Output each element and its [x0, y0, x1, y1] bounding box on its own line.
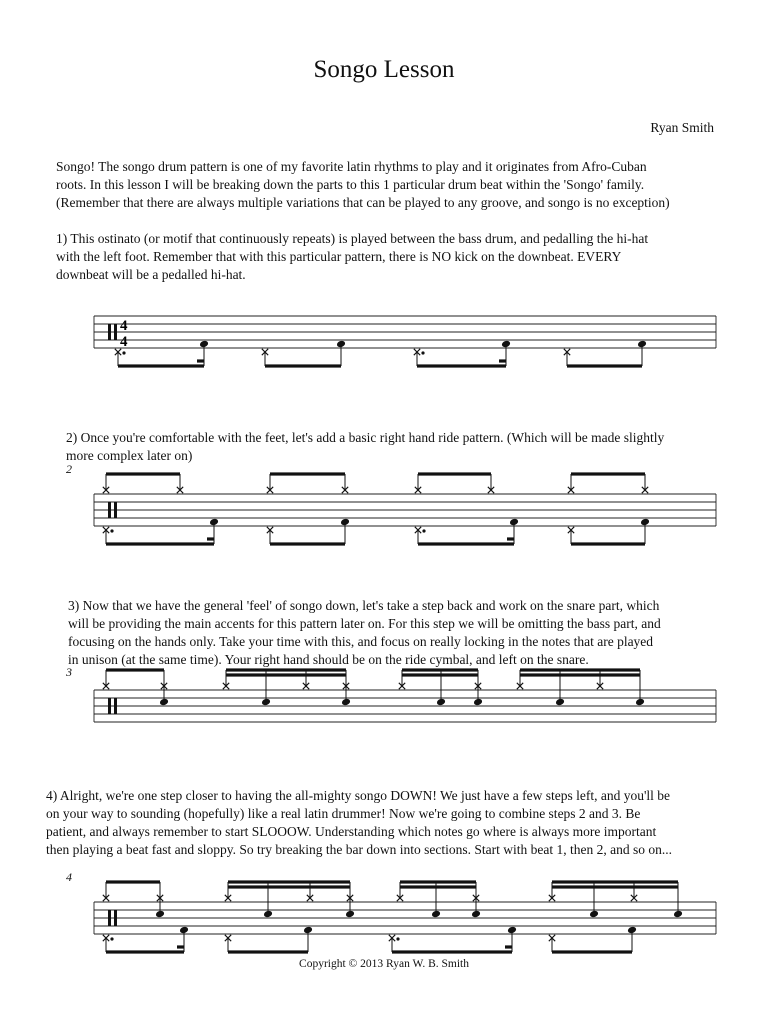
beam	[507, 537, 514, 540]
beam	[400, 880, 476, 883]
dot	[396, 937, 399, 940]
staff-system-2	[94, 472, 716, 545]
dot	[110, 529, 113, 532]
text-line: Songo! The songo drum pattern is one of my favorite latin rhythms to play and it originates from Afro-Cuban	[56, 159, 647, 174]
beam	[571, 472, 645, 475]
staff-system-4	[94, 880, 716, 953]
beam	[106, 472, 180, 475]
beam	[270, 542, 345, 545]
percussion-clef	[108, 324, 111, 340]
percussion-clef	[114, 324, 117, 340]
beam	[270, 472, 345, 475]
dot	[122, 351, 125, 354]
percussion-clef	[114, 502, 117, 518]
beam	[418, 472, 491, 475]
beam	[106, 950, 184, 953]
beam	[106, 880, 160, 883]
text-line: 3) Now that we have the general 'feel' of songo down, let's take a step back and work on the snare part, which	[68, 598, 660, 613]
percussion-clef	[108, 910, 111, 926]
text-line: with the left foot. Remember that with this particular pattern, there is NO kick on the downbeat. EVERY	[56, 249, 622, 264]
beam	[197, 359, 204, 362]
time-signature-top: 4	[120, 318, 128, 334]
beam	[226, 668, 346, 671]
beam	[567, 364, 642, 367]
system-number-4: 4	[66, 870, 72, 884]
text-line: more complex later on)	[66, 448, 193, 463]
percussion-clef	[108, 698, 111, 714]
author: Ryan Smith	[650, 120, 714, 135]
page-title: Songo Lesson	[313, 56, 455, 83]
staff-system-3	[94, 668, 716, 722]
text-line: 1) This ostinato (or motif that continuously repeats) is played between the bass drum, and pedalling the hi-hat	[56, 231, 649, 246]
text-line: (Remember that there are always multiple variations that can be played to any groove, and songo is no exception)	[56, 195, 670, 210]
text-line: in unison (at the same time). Your right hand should be on the ride cymbal, and left on the snare.	[68, 652, 589, 667]
beam	[118, 364, 204, 367]
text-line: then playing a beat fast and sloppy. So try breaking the bar down into sections. Start with beat 1, then 2, and so on...	[46, 842, 673, 857]
text-line: focusing on the hands only. Take your time with this, and focus on really locking in the notes that are played	[68, 634, 654, 649]
beam	[226, 673, 346, 676]
dot	[421, 351, 424, 354]
text-line: patient, and always remember to start SLOOOW. Understanding which notes go where is always more important	[46, 824, 657, 839]
time-signature-bottom: 4	[120, 334, 128, 350]
beam	[552, 880, 678, 883]
system-number-2: 2	[66, 462, 72, 476]
percussion-clef	[114, 910, 117, 926]
beam	[520, 673, 640, 676]
beam	[552, 950, 632, 953]
beam	[207, 537, 214, 540]
beam	[418, 542, 514, 545]
beam	[402, 673, 478, 676]
system-number-3: 3	[66, 665, 72, 679]
copyright-footer: Copyright © 2013 Ryan W. B. Smith	[299, 958, 469, 970]
text-line: 2) Once you're comfortable with the feet, let's add a basic right hand ride pattern. (Which will be made slightly	[66, 430, 665, 445]
beam	[400, 885, 476, 888]
percussion-clef	[108, 502, 111, 518]
text-line: 4) Alright, we're one step closer to having the all-mighty songo DOWN! We just have a few steps left, and you'll be	[46, 788, 671, 803]
beam	[106, 668, 164, 671]
beam	[552, 885, 678, 888]
percussion-clef	[114, 698, 117, 714]
beam	[402, 668, 478, 671]
beam	[499, 359, 506, 362]
text-line: will be providing the main accents for this pattern later on. For this step we will be omitting the bass part, and	[68, 616, 661, 631]
staff-system-1	[94, 316, 716, 368]
beam	[520, 668, 640, 671]
beam	[505, 945, 512, 948]
beam	[228, 880, 350, 883]
beam	[265, 364, 341, 367]
beam	[228, 885, 350, 888]
text-line: roots. In this lesson I will be breaking down the parts to this 1 particular drum beat within the 'Songo' family.	[56, 177, 645, 192]
dot	[422, 529, 425, 532]
text-line: downbeat will be a pedalled hi-hat.	[56, 267, 246, 282]
text-line: on your way to sounding (hopefully) like a real latin drummer! Now we're going to combine steps 2 and 3. Be	[46, 806, 641, 821]
dot	[110, 937, 113, 940]
beam	[106, 542, 214, 545]
beam	[392, 950, 512, 953]
beam	[417, 364, 506, 367]
beam	[177, 945, 184, 948]
beam	[228, 950, 308, 953]
beam	[571, 542, 645, 545]
